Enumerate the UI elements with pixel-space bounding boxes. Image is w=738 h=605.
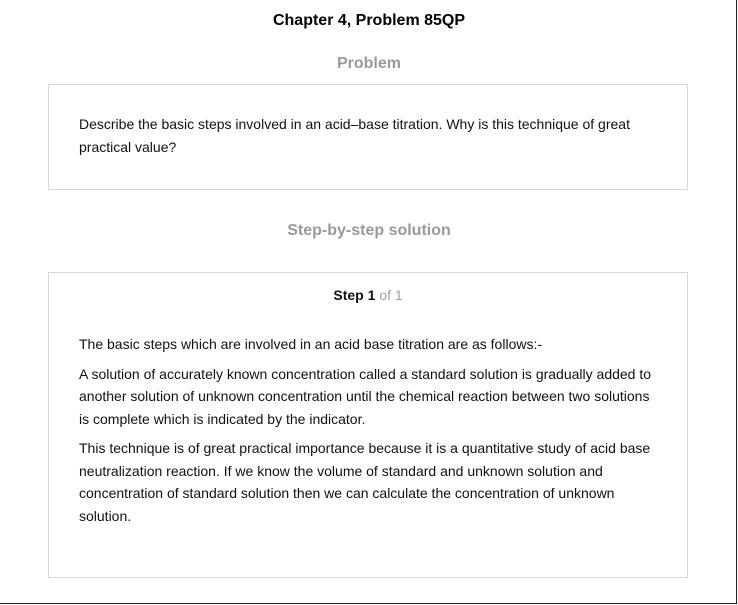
solution-body [79, 333, 659, 534]
solution-paragraph: This technique is of great practical importance because it is a quantitative study of acid base neutralization reaction. If we know the volume of standard and unknown solution and concentration of standard solution then we can calculate the concentration of unknown solution. [79, 440, 651, 524]
solution-heading: Step-by-step solution [287, 222, 451, 239]
step-label: Step [333, 287, 364, 303]
problem-heading: Problem [336, 55, 401, 72]
step-total: of 1 [379, 287, 403, 303]
problem-card [48, 84, 688, 190]
step-indicator [49, 287, 687, 303]
chapter-title: Chapter 4, Problem 85QP [272, 12, 466, 29]
solution-card [48, 272, 688, 578]
problem-text: Describe the basic steps involved in an acid–base titration. Why is this technique of great practical value? [79, 116, 630, 155]
step-number: 1 [367, 287, 376, 303]
solution-paragraph: A solution of accurately known concentration called a standard solution is gradually added to another solution of unknown concentration until the chemical reaction between two solutions is complete which is indicated by the indicator. [79, 365, 652, 427]
solution-paragraph: The basic steps which are involved in an acid base titration are as follows:- [79, 336, 543, 352]
